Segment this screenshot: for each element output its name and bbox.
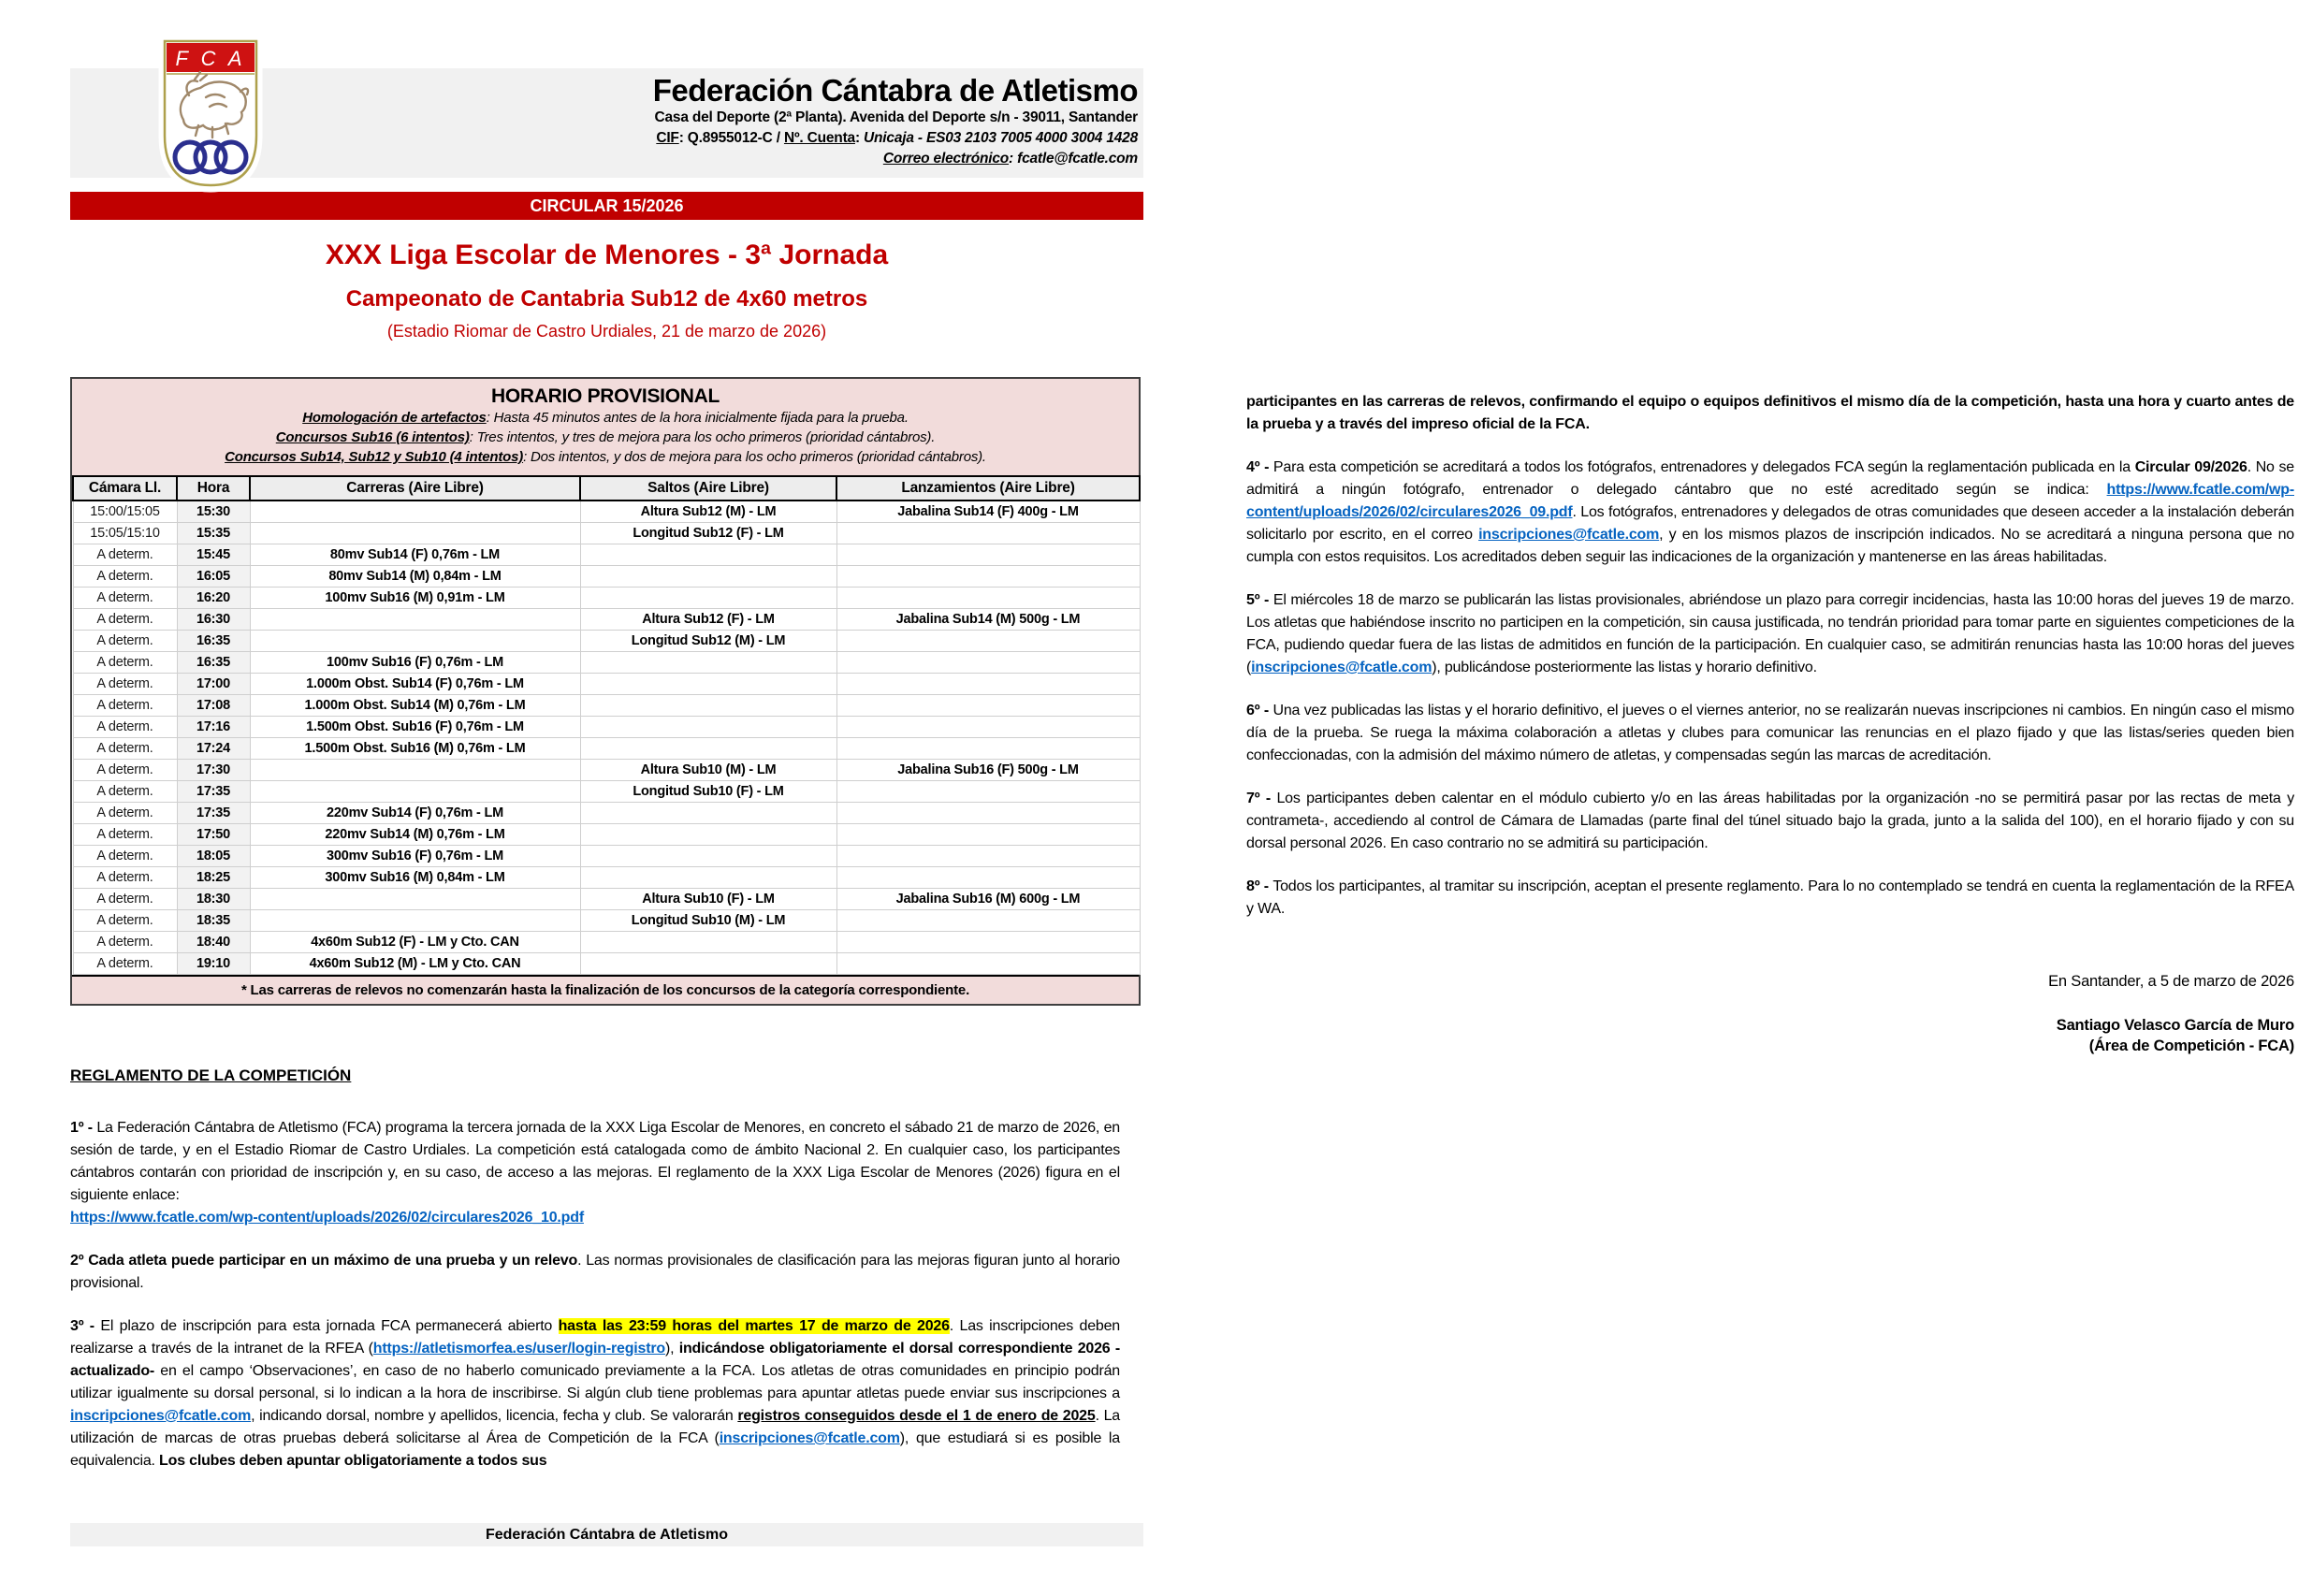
schedule-cell: A determ. [73,803,177,824]
text-segment: indicándose obligatoriamente el dorsal correspondiente 2026 -actualizado- [70,1341,1121,1379]
schedule-cell: 17:30 [177,760,250,781]
schedule-cell: Altura Sub10 (F) - LM [580,889,836,910]
text-segment: . No se admitirá a ningún fotógrafo, entrenador o delegado cántabro que no esté acreditado según se indica: [1246,459,2294,498]
schedule-cell: Altura Sub10 (M) - LM [580,760,836,781]
schedule-cell [836,867,1140,889]
schedule-note [80,408,1131,428]
schedule-cell [580,674,836,695]
text-segment: 4º - [1246,459,1273,475]
schedule-row [73,717,1140,738]
schedule-cell: A determ. [73,717,177,738]
schedule-footnote: * Las carreras de relevos no comenzarán hasta la finalización de los concursos de la categoría correspondiente. [72,975,1139,1004]
schedule-cell: Jabalina Sub14 (M) 500g - LM [836,609,1140,631]
text-segment: ), [664,1341,679,1357]
schedule-cell [580,652,836,674]
regulation-left-column [70,1066,1120,1493]
schedule-cell: 18:40 [177,932,250,953]
schedule-cell: A determ. [73,566,177,588]
org-name: Federación Cántabra de Atletismo [652,73,1138,108]
text-segment: Circular 09/2026 [2134,459,2247,475]
hyperlink[interactable]: https://www.fcatle.com/wp-content/uploads/2026/02/circulares2026_10.pdf [70,1210,584,1226]
paragraph [1246,457,2294,569]
schedule-cell [250,609,580,631]
text-segment: . Las normas provisionales de clasificación para las mejoras figuran junto al horario provisional. [70,1253,1120,1291]
event-location: (Estadio Riomar de Castro Urdiales, 21 de marzo de 2026) [386,322,827,341]
text-segment: participantes en las carreras de relevos, confirmando el equipo o equipos definitivos el mismo día de la competición, hasta una hora y cuarto antes de la prueba y a través del impreso oficial de la FCA. [1246,394,2294,432]
schedule-cell: Altura Sub12 (M) - LM [580,501,836,523]
page-footer [70,1523,1143,1546]
regulation-heading: REGLAMENTO DE LA COMPETICIÓN [70,1066,352,1084]
schedule-cell [836,588,1140,609]
paragraph [1246,876,2294,921]
text-segment: . La utilización de marcas de otras pruebas deberá solicitarse al Área de Competición de la FCA ( [70,1408,1121,1446]
text-segment: , indicando dorsal, nombre y apellidos, licencia, fecha y club. Se valorarán [251,1408,738,1424]
schedule-cell: A determ. [73,609,177,631]
schedule-row [73,588,1140,609]
schedule-cell: 1.500m Obst. Sub16 (F) 0,76m - LM [250,717,580,738]
paragraph [70,1117,1120,1229]
paragraph [1246,700,2294,767]
hyperlink[interactable]: https://www.fcatle.com/wp-content/uploads/2026/02/circulares2026_09.pdf [1246,482,2294,520]
text-segment: Una vez publicadas las listas y el horario definitivo, el jueves o el viernes anterior, no se realizarán nuevas inscripciones ni cambios. En ningún caso el mismo día de la prueba. Se ruega la máxima colaboración a atletas y clubes para comunicar las renuncias en el plazo fijado y que las listas/series queden bien confeccionadas, con la admisión del máximo número de atletas, y compensadas según las marcas de acreditación. [1246,703,2294,763]
right-paragraphs [1246,391,2294,921]
schedule-cell: 80mv Sub14 (M) 0,84m - LM [250,566,580,588]
text-segment: CIF [656,130,679,146]
regulation-right-column [1246,391,2294,1058]
text-segment: Unicaja - ES03 2103 7005 4000 3004 1428 [864,130,1138,146]
text-segment: : Q.8955012-C / [678,130,784,146]
text-segment: 7º - [1246,791,1277,806]
schedule-cell: 17:35 [177,803,250,824]
schedule-row [73,932,1140,953]
text-segment: : [854,130,865,146]
schedule-cell [580,867,836,889]
schedule-cell: 17:35 [177,781,250,803]
text-segment: : fcatle@fcatle.com [1009,151,1138,167]
paragraph [1246,589,2294,679]
schedule-title: HORARIO PROVISIONAL [491,385,720,407]
org-address: Casa del Deporte (2ª Planta). Avenida del Deporte s/n - 39011, Santander [654,109,1138,125]
schedule-cell: 16:35 [177,652,250,674]
left-paragraphs [70,1117,1120,1473]
schedule-cell [580,544,836,566]
schedule-row [73,824,1140,846]
schedule-cell [836,781,1140,803]
schedule-cell: 1.000m Obst. Sub14 (F) 0,76m - LM [250,674,580,695]
schedule-cell [580,566,836,588]
schedule-row [73,674,1140,695]
schedule-cell: A determ. [73,932,177,953]
hyperlink[interactable]: inscripciones@fcatle.com [719,1430,900,1446]
schedule-cell [580,588,836,609]
schedule-cell: 220mv Sub14 (F) 0,76m - LM [250,803,580,824]
text-segment: Los participantes deben calentar en el módulo cubierto y/o en las áreas habilitadas por la organización -no se permitirá pasar por las rectas de meta y contrameta-, accediendo al control de Cámara de Llamadas (parte final del túnel situado bajo la grada, junto a la salida del 100), en el horario fijado y con su dorsal personal 2026. En caso contrario no se admitirá su participación. [1246,791,2294,851]
schedule-cell [836,652,1140,674]
schedule-cell: A determ. [73,674,177,695]
schedule-cell [580,717,836,738]
schedule-cell: 16:35 [177,631,250,652]
fca-logo [157,37,264,195]
schedule-cell: A determ. [73,824,177,846]
text-segment: Los clubes deben apuntar obligatoriamente a todos sus [159,1453,547,1469]
paragraph [70,1315,1120,1473]
schedule-cell: 4x60m Sub12 (M) - LM y Cto. CAN [250,953,580,975]
schedule-cell: 17:00 [177,674,250,695]
schedule-cell [836,695,1140,717]
schedule-grid [72,475,1141,975]
text-segment: hasta las 23:59 horas del martes 17 de marzo de 2026 [558,1318,950,1334]
schedule-cell: A determ. [73,760,177,781]
schedule-cell [250,501,580,523]
hyperlink[interactable]: inscripciones@fcatle.com [1478,527,1660,543]
schedule-cell [250,910,580,932]
schedule-cell [580,824,836,846]
schedule-cell [250,889,580,910]
schedule-cell [836,674,1140,695]
schedule-cell: A determ. [73,631,177,652]
schedule-cell [580,953,836,975]
schedule-cell: 17:24 [177,738,250,760]
schedule-cell [580,803,836,824]
schedule-row [73,609,1140,631]
schedule-cell: 19:10 [177,953,250,975]
schedule-row [73,566,1140,588]
text-segment: ), publicándose posteriormente las listas y horario definitivo. [1432,660,1817,675]
paragraph [1246,788,2294,855]
schedule-cell: 16:20 [177,588,250,609]
schedule-cell: 15:45 [177,544,250,566]
schedule-row [73,846,1140,867]
schedule-cell [250,523,580,544]
text-segment: . Las inscripciones deben realizarse a través de la intranet de la RFEA ( [70,1318,1120,1357]
schedule-cell: 100mv Sub16 (M) 0,91m - LM [250,588,580,609]
org-email [281,149,1138,169]
schedule-cell: 300mv Sub16 (M) 0,84m - LM [250,867,580,889]
text-segment: 3º - [70,1318,101,1334]
schedule-cell [836,738,1140,760]
schedule-cell: A determ. [73,953,177,975]
schedule-cell: 16:05 [177,566,250,588]
schedule-cell [836,717,1140,738]
schedule-cell [580,932,836,953]
schedule-cell: 15:35 [177,523,250,544]
schedule-body [73,501,1140,975]
schedule-cell: 17:50 [177,824,250,846]
column-header: Saltos (Aire Libre) [580,476,836,501]
schedule-row [73,910,1140,932]
schedule-cell: Longitud Sub12 (F) - LM [580,523,836,544]
schedule-cell: Jabalina Sub16 (M) 600g - LM [836,889,1140,910]
circular-number: CIRCULAR 15/2026 [530,196,684,215]
schedule-row [73,803,1140,824]
circular-banner [70,192,1143,220]
schedule-cell: 18:35 [177,910,250,932]
event-subtitle: Campeonato de Cantabria Sub12 de 4x60 metros [345,286,868,312]
text-segment: : Hasta 45 minutos antes de la hora inicialmente fijada para la prueba. [486,410,909,426]
schedule-cell: 220mv Sub14 (M) 0,76m - LM [250,824,580,846]
schedule-cell: 4x60m Sub12 (F) - LM y Cto. CAN [250,932,580,953]
hyperlink[interactable]: https://atletismorfea.es/user/login-registro [372,1341,665,1357]
text-segment: Todos los participantes, al tramitar su inscripción, aceptan el presente reglamento. Para lo no contemplado se tendrá en cuenta la reglamentación de la RFEA y WA. [1246,878,2294,917]
text-segment: 1º - [70,1120,97,1136]
signature-place-date: En Santander, a 5 de marzo de 2026 [2048,973,2294,990]
schedule-cell: A determ. [73,781,177,803]
schedule-cell: 1.500m Obst. Sub16 (M) 0,76m - LM [250,738,580,760]
text-segment: Nº. Cuenta [783,130,855,146]
schedule-cell: 80mv Sub14 (F) 0,76m - LM [250,544,580,566]
schedule-cell: A determ. [73,588,177,609]
schedule-cell [836,846,1140,867]
schedule-cell: 15:00/15:05 [73,501,177,523]
schedule-cell: Longitud Sub10 (F) - LM [580,781,836,803]
schedule-cell [836,910,1140,932]
text-segment: Para esta competición se acreditará a todos los fotógrafos, entrenadores y delegados FCA según la reglamentación publicada en la [1273,459,2135,475]
schedule-cell: 17:08 [177,695,250,717]
schedule-table [70,377,1141,1006]
schedule-note [80,447,1131,467]
text-segment: El plazo de inscripción para esta jornada FCA permanecerá abierto [100,1318,559,1334]
schedule-cell [836,566,1140,588]
schedule-cell: A determ. [73,867,177,889]
schedule-cell: 300mv Sub16 (F) 0,76m - LM [250,846,580,867]
schedule-cell: A determ. [73,889,177,910]
schedule-row [73,523,1140,544]
schedule-cell: A determ. [73,544,177,566]
schedule-cell [836,803,1140,824]
event-title: XXX Liga Escolar de Menores - 3ª Jornada [325,239,889,270]
schedule-row [73,501,1140,523]
paragraph [1246,391,2294,436]
text-segment: 8º - [1246,878,1273,894]
schedule-header-box [72,379,1139,475]
fca-shield-icon [157,37,264,195]
schedule-cell [250,631,580,652]
schedule-cell: A determ. [73,846,177,867]
schedule-cell [836,932,1140,953]
text-segment: : Tres intentos, y tres de mejora para los ocho primeros (prioridad cántabros). [469,429,936,445]
schedule-row [73,760,1140,781]
text-segment: El miércoles 18 de marzo se publicarán las listas provisionales, abriéndose un plazo para corregir incidencias, hasta las 10:00 horas del jueves 19 de marzo. Los atletas que habiéndose inscrito no participen en la competición, sin causa justificada, no tendrán prioridad para tomar parte en siguientes competiciones de la FCA, pudiendo quedar fuera de las listas de admitidos en función de la participación. En cualquier caso, se admitirán renuncias hasta las 10:00 horas del jueves ( [1246,592,2295,675]
footer-text: Federación Cántabra de Atletismo [485,1526,729,1543]
schedule-row [73,631,1140,652]
schedule-cell: Longitud Sub10 (M) - LM [580,910,836,932]
schedule-cell [836,953,1140,975]
signature-name: Santiago Velasco García de Muro [2056,1017,2294,1034]
schedule-row [73,781,1140,803]
schedule-cell: 17:16 [177,717,250,738]
schedule-cell: 16:30 [177,609,250,631]
schedule-cell: 1.000m Obst. Sub14 (M) 0,76m - LM [250,695,580,717]
schedule-cell [580,738,836,760]
column-header: Cámara Ll. [73,476,177,501]
schedule-row [73,652,1140,674]
schedule-row [73,544,1140,566]
schedule-cell [580,695,836,717]
schedule-cell [836,544,1140,566]
text-segment: La Federación Cántabra de Atletismo (FCA) programa la tercera jornada de la XXX Liga Escolar de Menores, en concreto el sábado 21 de marzo de 2026, en sesión de tarde, y en el Estadio Riomar de Castro Urdiales. La competición está catalogada como de ámbito Nacional 2. En cualquier caso, los participantes cántabros contarán con prioridad de inscripción y, en su caso, de acceso a las mejoras. El reglamento de la XXX Liga Escolar de Menores (2026) figura en el siguiente enlace: [70,1120,1120,1203]
schedule-cell: 18:05 [177,846,250,867]
schedule-cell [580,846,836,867]
schedule-cell: A determ. [73,738,177,760]
schedule-cell: 18:25 [177,867,250,889]
org-block [281,74,1138,169]
schedule-cell: 15:30 [177,501,250,523]
schedule-cell [250,781,580,803]
schedule-cell: Jabalina Sub14 (F) 400g - LM [836,501,1140,523]
column-header: Lanzamientos (Aire Libre) [836,476,1140,501]
text-segment: , y en los mismos plazos de inscripción indicados. No se acreditará a ninguna persona que no cumpla con estos requisitos. Los acreditados deben seguir las indicaciones de la organización y mantenerse en las áreas habilitadas. [1246,527,2294,565]
schedule-cell: A determ. [73,695,177,717]
logo-text: F C A [175,47,246,70]
schedule-cell [250,760,580,781]
schedule-cell: Jabalina Sub16 (F) 500g - LM [836,760,1140,781]
hyperlink[interactable]: inscripciones@fcatle.com [1251,660,1433,675]
schedule-cell [836,824,1140,846]
schedule-cell [836,631,1140,652]
hyperlink[interactable]: inscripciones@fcatle.com [70,1408,252,1424]
column-header: Hora [177,476,250,501]
schedule-cell: A determ. [73,652,177,674]
text-segment: Correo electrónico [882,151,1010,167]
text-segment: ), que estudiará si es posible la equivalencia. [70,1430,1120,1469]
schedule-row [73,953,1140,975]
org-cif-account [281,128,1138,149]
text-segment: en el campo ‘Observaciones’, en caso de no haberlo comunicado previamente a la FCA. Los atletas de otras comunidades en principio podrán utilizar igualmente su dorsal personal, si lo indican a la hora de inscribirse. Si algún club tiene problemas para apuntar atletas puede enviar sus inscripciones a [70,1363,1120,1401]
text-segment: Concursos Sub14, Sub12 y Sub10 (4 intentos) [225,449,524,465]
text-segment: 6º - [1246,703,1273,718]
schedule-row [73,738,1140,760]
schedule-row [73,867,1140,889]
schedule-cell: A determ. [73,910,177,932]
text-segment: Homologación de artefactos [302,410,487,426]
text-segment: registros conseguidos desde el 1 de enero de 2025 [737,1408,1096,1424]
schedule-row [73,889,1140,910]
signature-role: (Área de Competición - FCA) [2088,1037,2294,1054]
column-header: Carreras (Aire Libre) [250,476,580,501]
schedule-cell: 100mv Sub16 (F) 0,76m - LM [250,652,580,674]
schedule-cell: 15:05/15:10 [73,523,177,544]
schedule-cell: 18:30 [177,889,250,910]
text-segment: 5º - [1246,592,1273,608]
schedule-cell: Altura Sub12 (F) - LM [580,609,836,631]
schedule-cell: Longitud Sub12 (M) - LM [580,631,836,652]
text-segment: . Los fotógrafos, entrenadores y delegados de otras comunidades que deseen acceder a la instalación deberán solicitarlo por escrito, en el correo [1246,504,2294,543]
schedule-row [73,695,1140,717]
schedule-column-headers [73,476,1140,501]
schedule-cell [836,523,1140,544]
text-segment: Concursos Sub16 (6 intentos) [275,429,470,445]
paragraph [70,1250,1120,1295]
text-segment: 2º Cada atleta puede participar en un máximo de una prueba y un relevo [70,1253,578,1269]
text-segment: : Dos intentos, y dos de mejora para los ocho primeros (prioridad cántabros). [523,449,986,465]
schedule-note [80,428,1131,447]
